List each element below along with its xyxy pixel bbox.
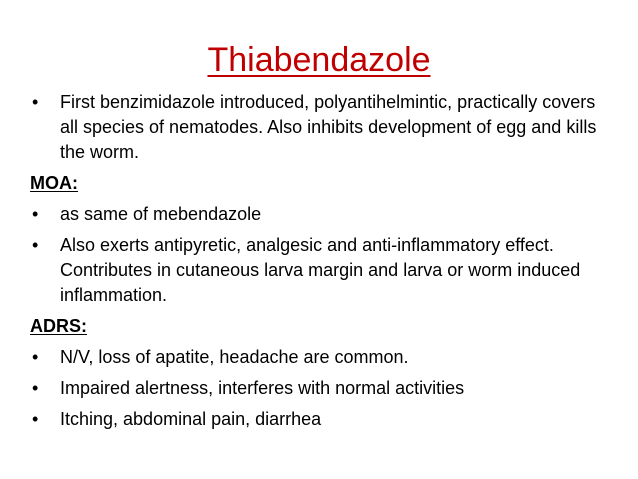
bullet-icon: •: [32, 235, 39, 255]
adrs-bullet-2: [30, 376, 610, 401]
bullet-text: Itching, abdominal pain, diarrhea: [60, 409, 322, 429]
adrs-heading: ADRS:: [30, 316, 87, 336]
adrs-bullet-3: [30, 407, 610, 432]
bullet-icon: •: [32, 409, 39, 429]
adrs-bullet-1: [30, 345, 610, 370]
bullet-text: Impaired alertness, interferes with normal activities: [60, 378, 465, 398]
slide-content: [30, 90, 610, 438]
bullet-text: First benzimidazole introduced, polyantihelmintic, practically covers all species of nematodes. Also inhibits development of egg and kills the worm.: [60, 92, 597, 162]
moa-bullet-2: [30, 233, 610, 308]
bullet-icon: •: [32, 204, 39, 224]
bullet-icon: •: [32, 92, 39, 112]
bullet-text: Also exerts antipyretic, analgesic and anti-inflammatory effect. Contributes in cutaneous larva margin and larva or worm induced inflammation.: [60, 235, 581, 305]
bullet-icon: •: [32, 378, 39, 398]
bullet-text: N/V, loss of apatite, headache are common.: [60, 347, 409, 367]
intro-bullet-1: [30, 90, 610, 165]
moa-bullet-1: [30, 202, 610, 227]
bullet-icon: •: [32, 347, 39, 367]
moa-heading: MOA:: [30, 173, 78, 193]
slide-title: Thiabendazole: [207, 41, 431, 79]
bullet-text: as same of mebendazole: [60, 204, 262, 224]
